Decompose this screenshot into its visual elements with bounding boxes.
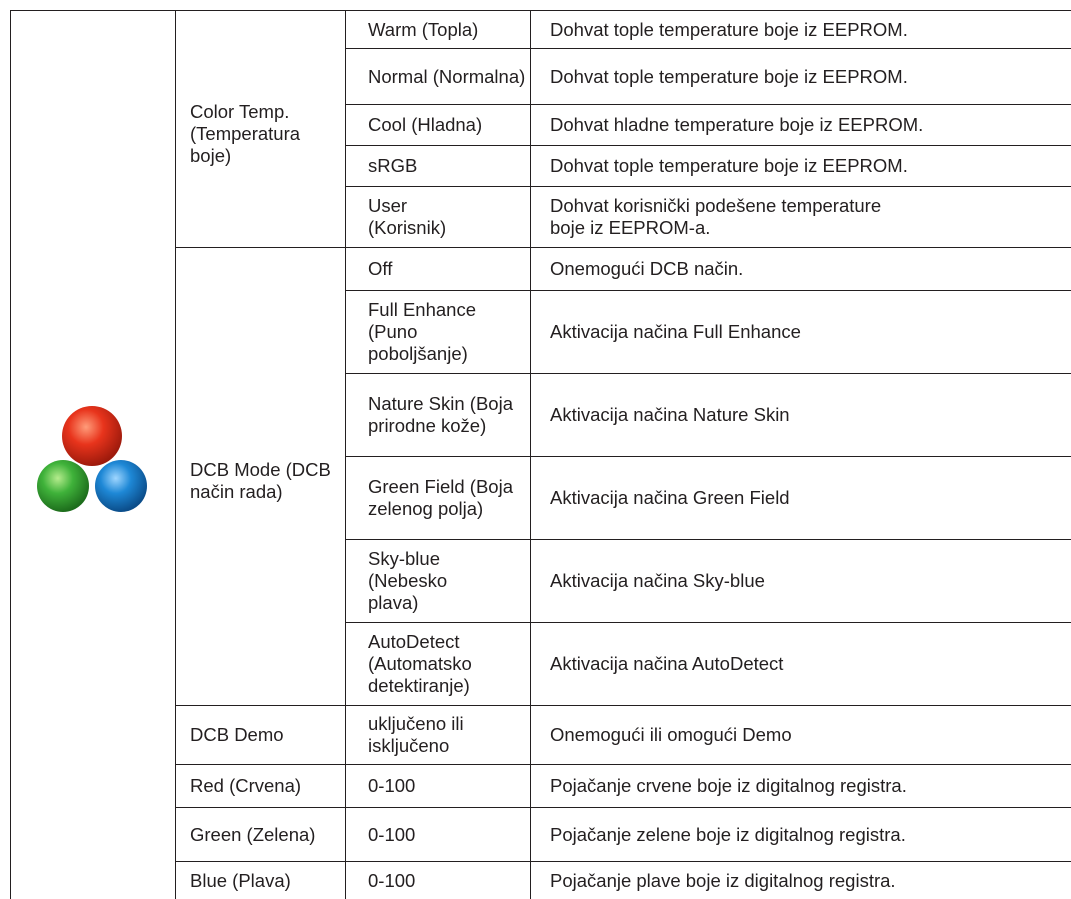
blue-label: Blue (Plava) [190, 869, 291, 891]
blue-ball [95, 460, 147, 512]
description-cell: Pojačanje crvene boje iz digitalnog registra. [550, 775, 907, 796]
description-cell: Aktivacija načina AutoDetect [550, 653, 784, 674]
description-cell: Onemogući ili omogući Demo [550, 724, 792, 745]
setting-cell: AutoDetect (Automatsko detektiranje) [368, 631, 472, 696]
setting-cell: Sky-blue (Nebesko plava) [368, 548, 448, 613]
setting-cell: 0-100 [368, 869, 416, 891]
description-cell: Dohvat korisnički podešene temperature boje iz EEPROM-a. [550, 195, 882, 238]
color-balls-icon [32, 402, 152, 512]
description-cell: Onemogući DCB način. [550, 258, 744, 279]
green-label: Green (Zelena) [190, 823, 316, 845]
color-temp-label: Color Temp. (Temperatura boje) [190, 101, 301, 166]
setting-cell: Off [368, 258, 393, 279]
green-ball [37, 460, 89, 512]
description-cell: Aktivacija načina Full Enhance [550, 321, 801, 342]
setting-cell: Cool (Hladna) [368, 114, 483, 135]
description-cell: Dohvat hladne temperature boje iz EEPROM. [550, 114, 924, 135]
setting-cell: Normal (Normalna) [368, 65, 526, 87]
setting-cell: Full Enhance (Puno poboljšanje) [368, 299, 476, 364]
setting-cell: Warm (Topla) [368, 18, 479, 40]
setting-cell: User (Korisnik) [368, 195, 447, 238]
setting-cell: sRGB [368, 155, 418, 176]
red-ball [62, 406, 122, 466]
setting-cell: uključeno ili isključeno [368, 713, 464, 756]
dcb-demo-label: DCB Demo [190, 724, 284, 745]
description-cell: Dohvat tople temperature boje iz EEPROM. [550, 65, 908, 87]
setting-cell: Nature Skin (Boja prirodne kože) [368, 393, 513, 436]
setting-cell: 0-100 [368, 775, 416, 796]
description-cell: Dohvat tople temperature boje iz EEPROM. [550, 18, 908, 40]
description-cell: Aktivacija načina Sky-blue [550, 570, 765, 591]
red-label: Red (Crvena) [190, 775, 302, 796]
setting-cell: Green Field (Boja zelenog polja) [368, 476, 513, 519]
dcb-mode-label: DCB Mode (DCB način rada) [190, 459, 331, 502]
description-cell: Dohvat tople temperature boje iz EEPROM. [550, 155, 908, 176]
description-cell: Aktivacija načina Nature Skin [550, 404, 790, 425]
description-cell: Aktivacija načina Green Field [550, 487, 790, 508]
description-cell: Pojačanje plave boje iz digitalnog registra. [550, 869, 896, 891]
description-cell: Pojačanje zelene boje iz digitalnog registra. [550, 823, 906, 845]
setting-cell: 0-100 [368, 823, 416, 845]
